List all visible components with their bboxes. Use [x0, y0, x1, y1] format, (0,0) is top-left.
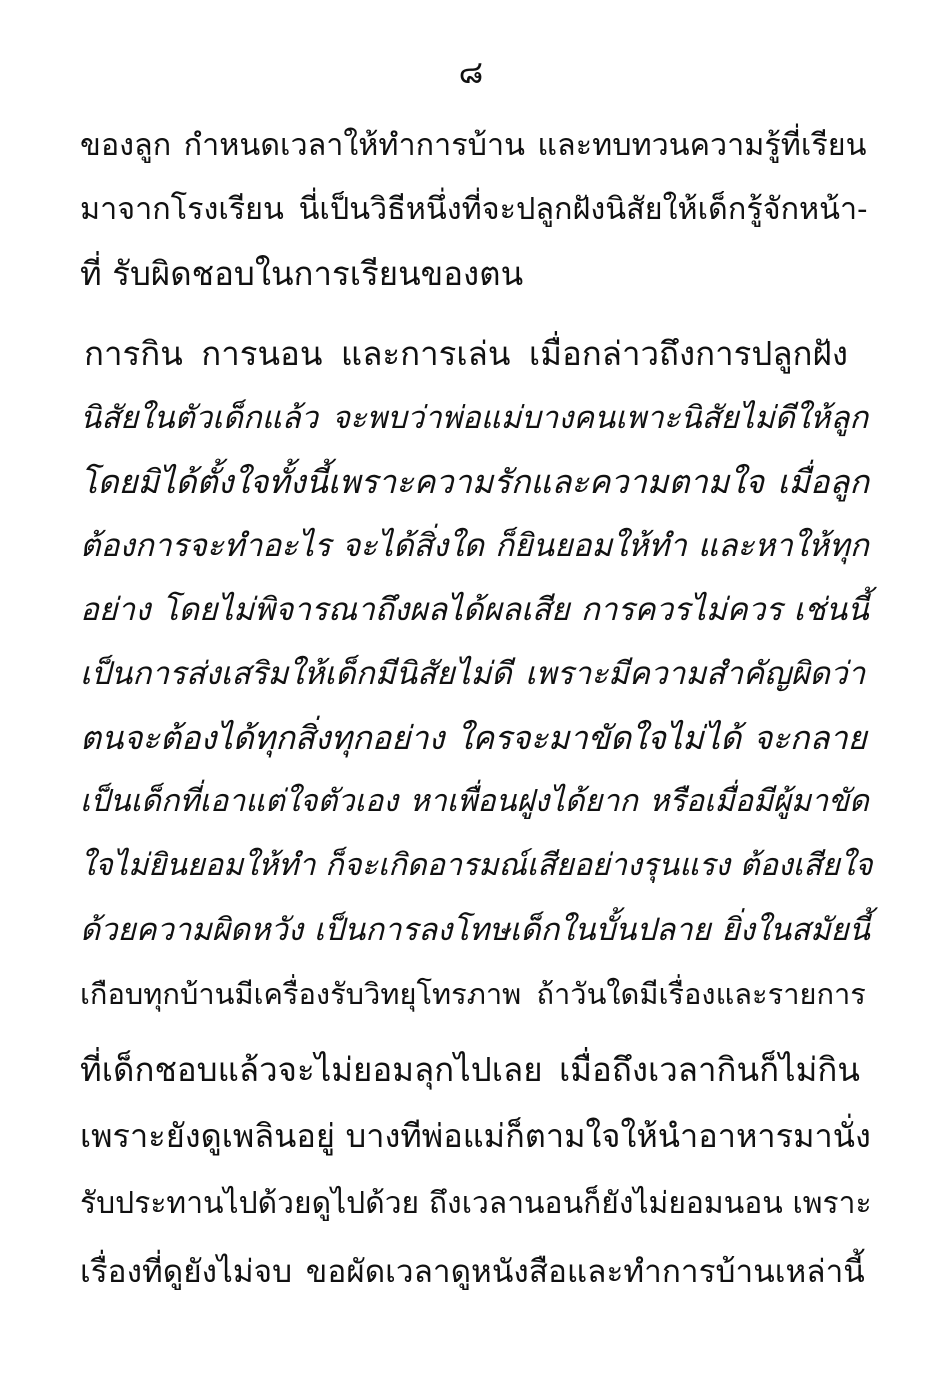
- text-line: ที่เด็กชอบแล้วจะไม่ยอมลุกไปเลย เมื่อถึงเวลากินก็ไม่กิน: [80, 1050, 860, 1089]
- text-line: เป็นเด็กที่เอาแต่ใจตัวเอง หาเพื่อนฝูงได้ยาก หรือเมื่อมีผู้มาขัด: [80, 784, 869, 819]
- page-number: ๘: [458, 53, 484, 91]
- text-line: เรื่องที่ดูยังไม่จบ ขอผัดเวลาดูหนังสือและทำการบ้านเหล่านี้: [80, 1254, 865, 1290]
- text-line: อย่าง โดยไม่พิจารณาถึงผลได้ผลเสีย การควรไม่ควร เช่นนี้: [80, 592, 869, 628]
- text-line: ใจไม่ยินยอมให้ทำ ก็จะเกิดอารมณ์เสียอย่างรุนแรง ต้องเสียใจ: [80, 848, 873, 883]
- text-line: เป็นการส่งเสริมให้เด็กมีนิสัยไม่ดี เพราะมีความสำคัญผิดว่า: [80, 656, 866, 692]
- text-line: การกิน การนอน และการเล่น เมื่อกล่าวถึงการปลูกฝัง: [84, 334, 848, 373]
- text-line: โดยมิได้ตั้งใจทั้งนี้เพราะความรักและความตามใจ เมื่อลูก: [80, 463, 870, 501]
- text-line: มาจากโรงเรียน นี่เป็นวิธีหนึ่งที่จะปลูกฝังนิสัยให้เด็กรู้จักหน้า-: [80, 192, 868, 227]
- text-line: ของลูก กำหนดเวลาให้ทำการบ้าน และทบทวนความรู้ที่เรียน: [80, 128, 867, 163]
- text-line: ตนจะต้องได้ทุกสิ่งทุกอย่าง ใครจะมาขัดใจไม่ได้ จะกลาย: [80, 719, 867, 757]
- text-line: นิสัยในตัวเด็กแล้ว จะพบว่าพ่อแม่บางคนเพาะนิสัยไม่ดีให้ลูก: [80, 400, 869, 436]
- text-line: เพราะยังดูเพลินอยู่ บางทีพ่อแม่ก็ตามใจให้นำอาหารมานั่ง: [80, 1117, 871, 1155]
- text-line: รับประทานไปด้วยดูไปด้วย ถึงเวลานอนก็ยังไม่ยอมนอน เพราะ: [80, 1186, 872, 1221]
- text-line: ด้วยความผิดหวัง เป็นการลงโทษเด็กในบั้นปลาย ยิ่งในสมัยนี้: [80, 912, 870, 948]
- text-line: เกือบทุกบ้านมีเครื่องรับวิทยุโทรภาพ ถ้าวันใดมีเรื่องและรายการ: [80, 977, 866, 1011]
- text-line: ที่ รับผิดชอบในการเรียนของตน: [80, 254, 524, 293]
- text-line: ต้องการจะทำอะไร จะได้สิ่งใด ก็ยินยอมให้ทำ และหาให้ทุก: [80, 528, 869, 564]
